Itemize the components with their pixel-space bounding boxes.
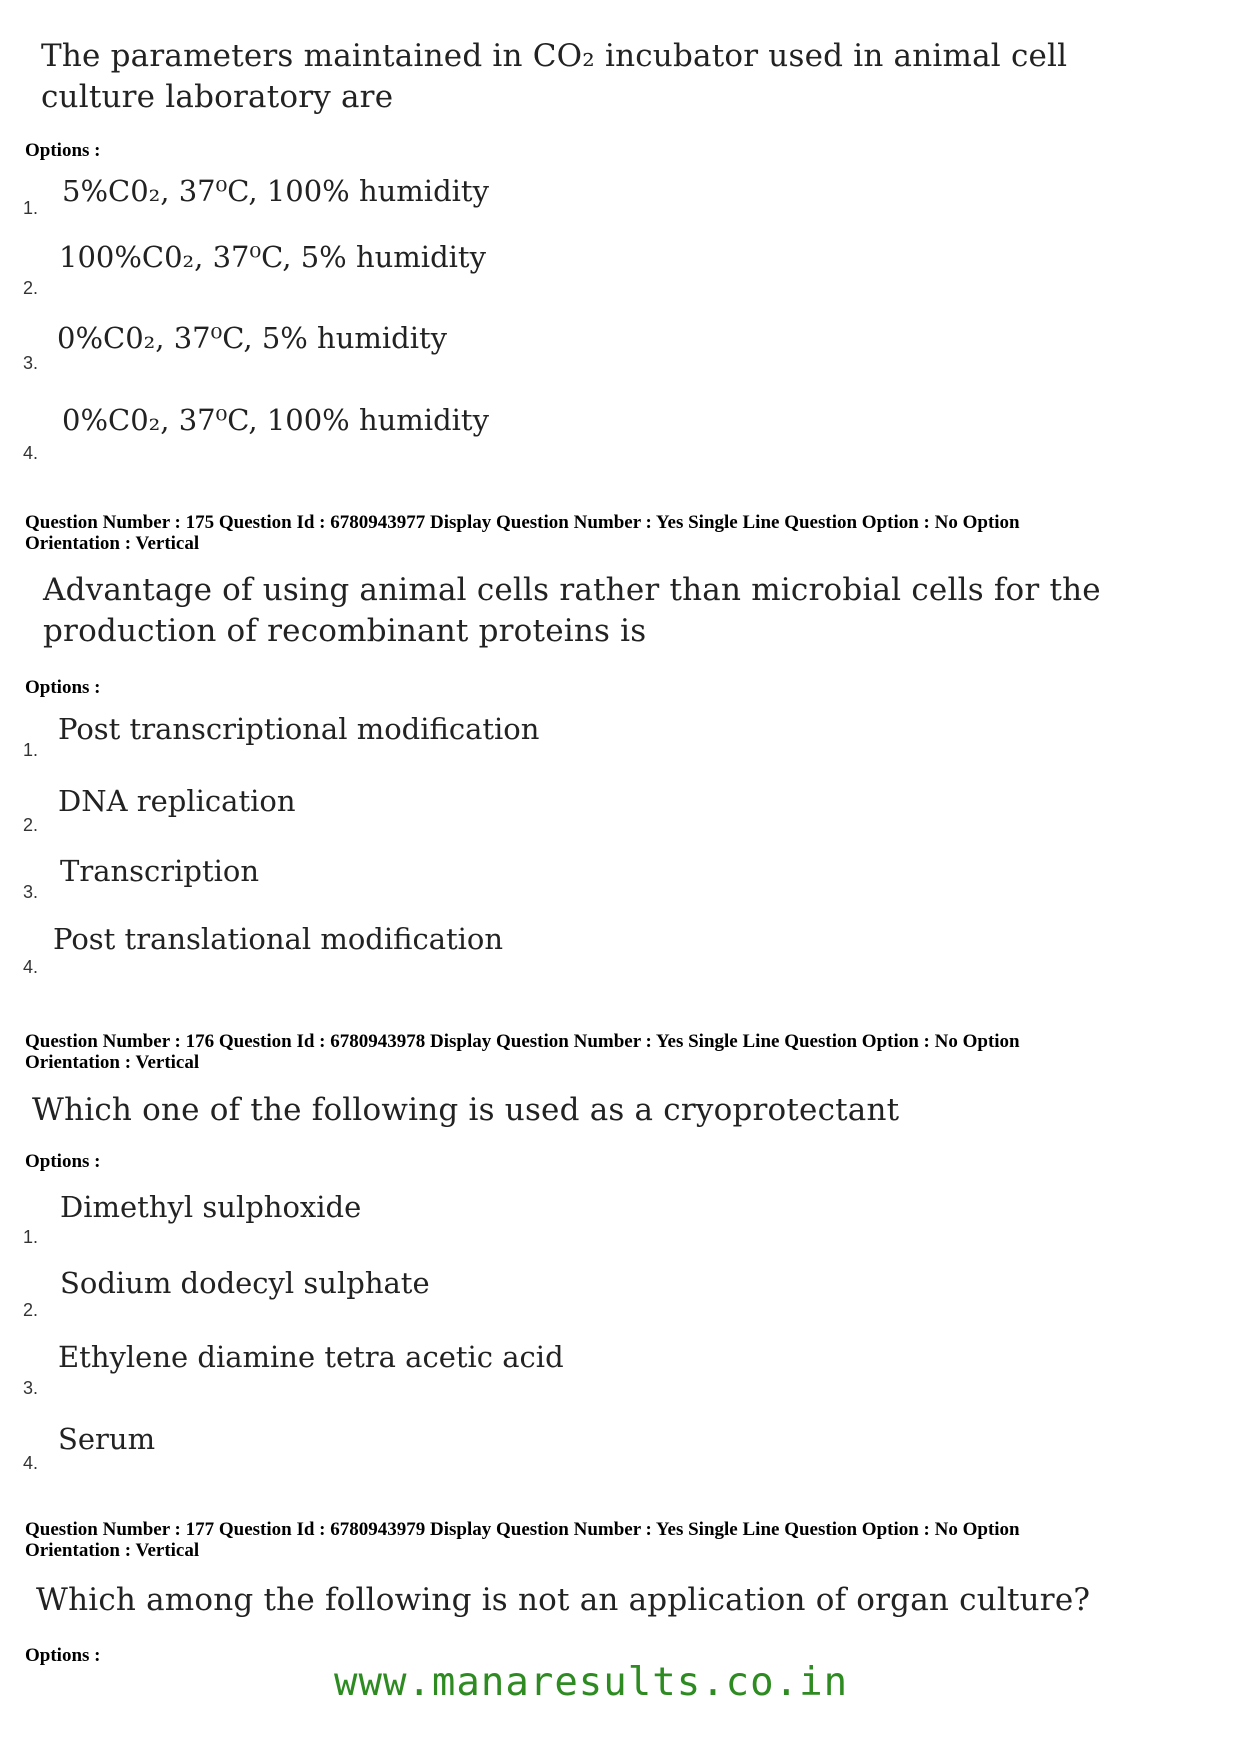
meta-line: Orientation : Vertical bbox=[25, 1540, 200, 1561]
option-number: 3. bbox=[23, 353, 39, 373]
question-177-meta bbox=[25, 1519, 1020, 1561]
option-text: Post transcriptional modification bbox=[58, 712, 540, 746]
question-line: production of recombinant proteins is bbox=[43, 613, 647, 649]
option-number: 1. bbox=[23, 1227, 39, 1247]
question-line: Which among the following is not an application of organ culture? bbox=[36, 1582, 1091, 1618]
question-176-text bbox=[32, 1090, 899, 1131]
option-text: Dimethyl sulphoxide bbox=[60, 1190, 362, 1224]
option-text: 0%C0₂, 37⁰C, 100% humidity bbox=[62, 403, 489, 437]
option-text: DNA replication bbox=[58, 784, 296, 818]
option-text: Ethylene diamine tetra acetic acid bbox=[58, 1340, 564, 1374]
options-label: Options : bbox=[25, 677, 101, 698]
question-176-meta bbox=[25, 1031, 1020, 1073]
question-line: culture laboratory are bbox=[41, 79, 394, 115]
option-text: 5%C0₂, 37⁰C, 100% humidity bbox=[62, 174, 489, 208]
options-label: Options : bbox=[25, 1645, 101, 1666]
option-number: 4. bbox=[23, 1453, 39, 1473]
question-175-meta bbox=[25, 512, 1020, 554]
options-label: Options : bbox=[25, 140, 101, 161]
option-number: 3. bbox=[23, 882, 39, 902]
option-number: 2. bbox=[23, 1300, 39, 1320]
option-text: 100%C0₂, 37⁰C, 5% humidity bbox=[59, 240, 486, 274]
watermark-url: www.manaresults.co.in bbox=[334, 1660, 849, 1705]
option-text: Serum bbox=[58, 1422, 156, 1456]
option-number: 4. bbox=[23, 443, 39, 463]
option-number: 4. bbox=[23, 957, 39, 977]
question-line: Advantage of using animal cells rather than microbial cells for the bbox=[43, 572, 1101, 608]
question-line: The parameters maintained in CO₂ incubator used in animal cell bbox=[41, 38, 1068, 74]
option-number: 1. bbox=[23, 740, 39, 760]
option-number: 2. bbox=[23, 815, 39, 835]
option-text: 0%C0₂, 37⁰C, 5% humidity bbox=[57, 321, 448, 355]
meta-line: Question Number : 177 Question Id : 6780943979 Display Question Number : Yes Single Line Question Option : No Option bbox=[25, 1519, 1020, 1540]
option-number: 3. bbox=[23, 1378, 39, 1398]
meta-line: Orientation : Vertical bbox=[25, 1052, 200, 1073]
option-text: Sodium dodecyl sulphate bbox=[60, 1266, 430, 1300]
question-174-text bbox=[41, 36, 1067, 118]
question-177-text bbox=[36, 1580, 1090, 1621]
meta-line: Orientation : Vertical bbox=[25, 533, 200, 554]
options-label: Options : bbox=[25, 1151, 101, 1172]
option-text: Post translational modification bbox=[53, 922, 504, 956]
question-line: Which one of the following is used as a cryoprotectant bbox=[32, 1092, 900, 1128]
option-number: 2. bbox=[23, 278, 39, 298]
meta-line: Question Number : 175 Question Id : 6780943977 Display Question Number : Yes Single Line Question Option : No Option bbox=[25, 512, 1020, 533]
meta-line: Question Number : 176 Question Id : 6780943978 Display Question Number : Yes Single Line Question Option : No Option bbox=[25, 1031, 1020, 1052]
option-text: Transcription bbox=[60, 854, 260, 888]
question-175-text bbox=[43, 570, 1101, 652]
option-number: 1. bbox=[23, 198, 39, 218]
